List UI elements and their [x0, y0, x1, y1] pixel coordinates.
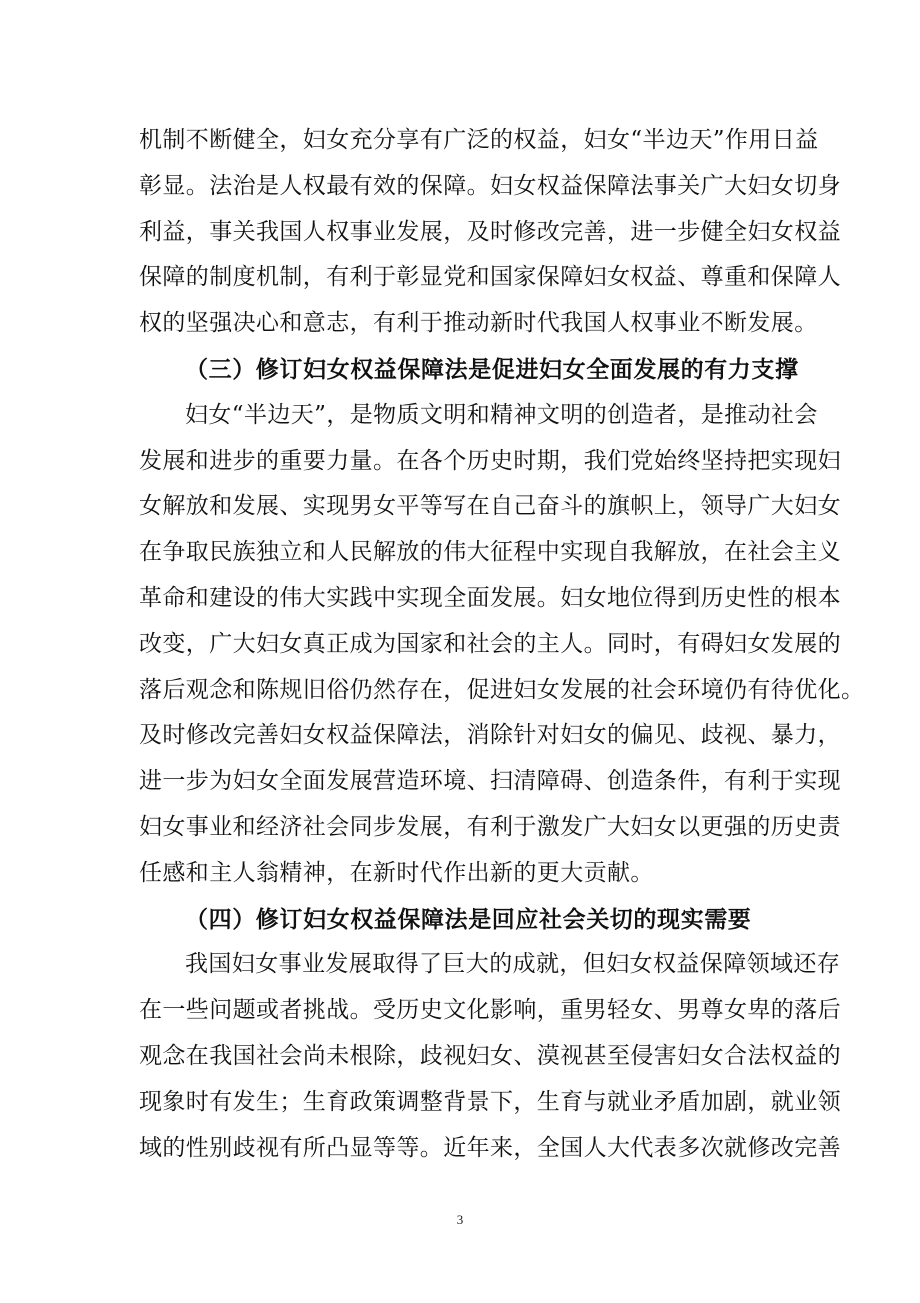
text-line: 妇女事业和经济社会同步发展，有利于激发广大妇女以更强的历史责 [139, 813, 841, 840]
text-line: 权的坚强决心和意志，有利于推动新时代我国人权事业不断发展。 [139, 310, 818, 337]
page-number: 3 [456, 1212, 464, 1227]
text-line: 机制不断健全，妇女充分享有广泛的权益，妇女“半边天”作用日益 [139, 127, 819, 153]
paragraph-rights-protection [139, 118, 841, 347]
text-line: 发展和进步的重要力量。在各个历史时期，我们党始终坚持把实现妇 [139, 447, 841, 474]
text-line: 妇女“半边天”，是物质文明和精神文明的创造者，是推动社会 [185, 401, 818, 428]
text-line: 革命和建设的伟大实践中实现全面发展。妇女地位得到历史性的根本 [139, 584, 841, 611]
text-line: 现象时有发生；生育政策调整背景下，生育与就业矛盾加剧，就业领 [139, 1088, 841, 1115]
text-line: 保障的制度机制，有利于彰显党和国家保障妇女权益、尊重和保障人 [139, 264, 841, 291]
text-line: 彰显。法治是人权最有效的保障。妇女权益保障法事关广大妇女切身 [139, 172, 841, 199]
text-line: 及时修改完善妇女权益保障法，消除针对妇女的偏见、歧视、暴力， [139, 722, 841, 749]
paragraph-women-development [139, 393, 865, 897]
text-line: 观念在我国社会尚未根除，歧视妇女、漠视甚至侵害妇女合法权益的 [139, 1042, 841, 1069]
document-body [139, 118, 865, 1171]
text-line: 改变，广大妇女真正成为国家和社会的主人。同时，有碍妇女发展的 [139, 630, 841, 657]
heading-section-3: （三）修订妇女权益保障法是促进妇女全面发展的有力支撑 [185, 355, 799, 383]
text-line: 进一步为妇女全面发展营造环境、扫清障碍、创造条件，有利于实现 [139, 768, 841, 795]
text-line: 落后观念和陈规旧俗仍然存在，促进妇女发展的社会环境仍有待优化。 [139, 676, 865, 703]
text-line: 女解放和发展、实现男女平等写在自己奋斗的旗帜上，领导广大妇女 [139, 493, 841, 520]
paragraph-social-concerns [139, 942, 841, 1171]
text-line: 域的性别歧视有所凸显等等。近年来，全国人大代表多次就修改完善 [139, 1134, 841, 1161]
heading-section-4: （四）修订妇女权益保障法是回应社会关切的现实需要 [185, 905, 752, 933]
text-line: 在争取民族独立和人民解放的伟大征程中实现自我解放，在社会主义 [139, 539, 841, 566]
text-line: 任感和主人翁精神，在新时代作出新的更大贡献。 [139, 859, 654, 886]
text-line: 利益，事关我国人权事业发展，及时修改完善，进一步健全妇女权益 [139, 218, 841, 245]
text-line: 我国妇女事业发展取得了巨大的成就，但妇女权益保障领域还存 [185, 951, 841, 978]
text-line: 在一些问题或者挑战。受历史文化影响，重男轻女、男尊女卑的落后 [139, 997, 841, 1024]
